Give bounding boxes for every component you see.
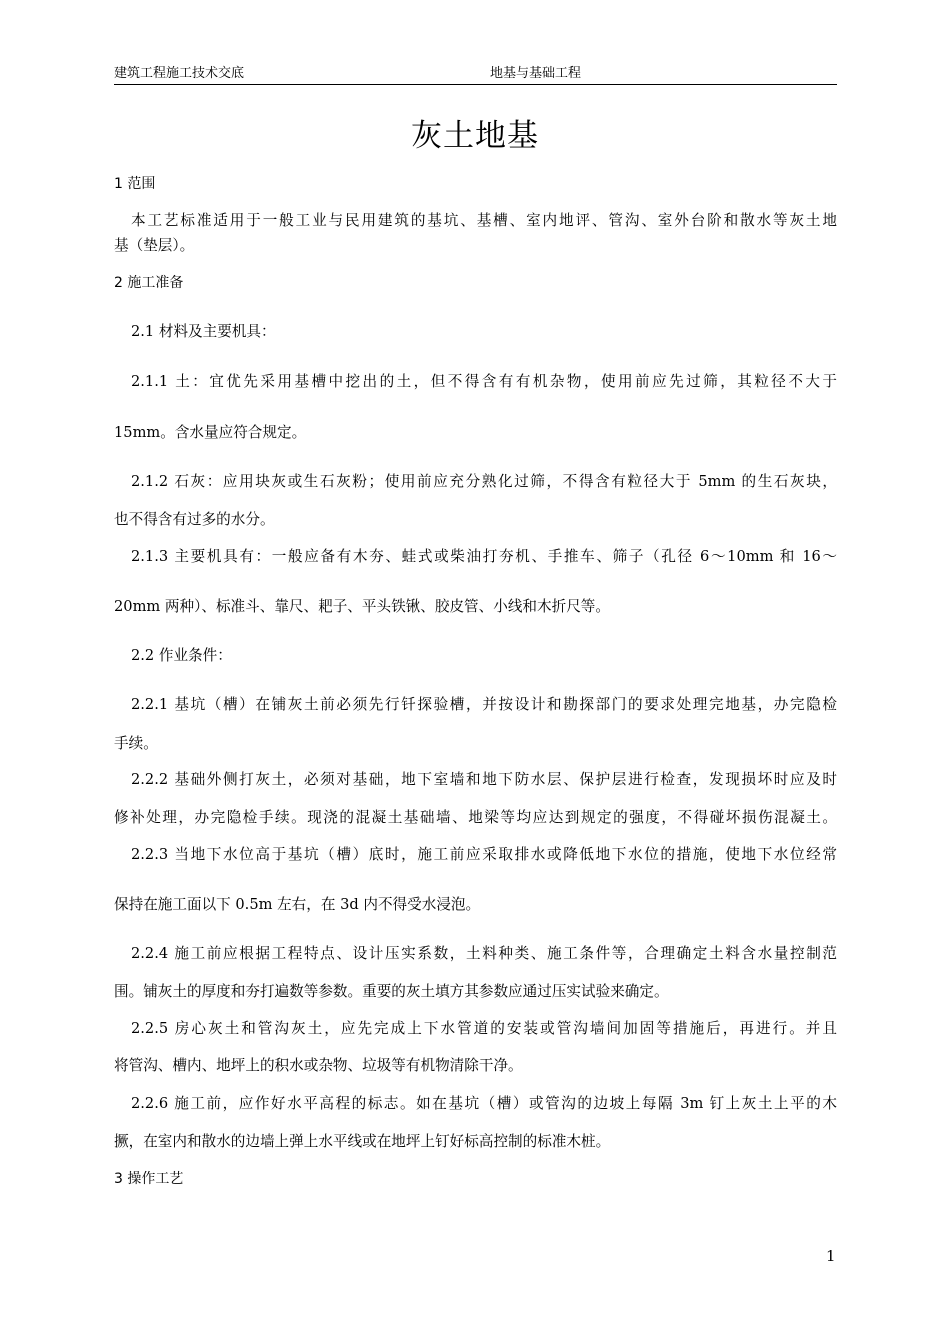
page-header <box>114 66 837 85</box>
item-2-2-3-line-2: 保持在施工面以下 0.5m 左右，在 3d 内不得受水浸泡。 <box>114 896 481 913</box>
section-1-heading: 1 范围 <box>114 176 156 192</box>
section-2-heading: 2 施工准备 <box>114 275 184 291</box>
section-2-1-heading: 2.1 材料及主要机具： <box>131 323 276 340</box>
item-2-2-1-line-1: 2.2.1 基坑（槽）在铺灰土前必须先行钎探验槽，并按设计和勘探部门的要求处理完地基，办完隐检 <box>131 696 837 713</box>
section-1-paragraph-line-2: 基（垫层）。 <box>114 237 195 254</box>
section-3-heading: 3 操作工艺 <box>114 1171 184 1187</box>
header-left-text: 建筑工程施工技术交底 <box>114 66 245 81</box>
item-2-2-4-line-2: 围。铺灰土的厚度和夯打遍数等参数。重要的灰土填方其参数应通过压实试验来确定。 <box>114 983 669 1000</box>
section-1-paragraph-line-1: 本工艺标准适用于一般工业与民用建筑的基坑、基槽、室内地评、管沟、室外台阶和散水等灰土地 <box>131 212 837 229</box>
item-2-2-5-line-2: 将管沟、槽内、地坪上的积水或杂物、垃圾等有机物清除干净。 <box>114 1057 523 1074</box>
document-title: 灰土地基 <box>411 118 539 154</box>
item-2-1-2-line-2: 也不得含有过多的水分。 <box>114 511 275 528</box>
item-2-1-1-line-2: 15mm。含水量应符合规定。 <box>114 424 307 441</box>
item-2-2-6-line-1: 2.2.6 施工前，应作好水平高程的标志。如在基坑（槽）或管沟的边坡上每隔 3m 钉上灰土上平的木 <box>131 1095 837 1112</box>
item-2-2-6-line-2: 撅，在室内和散水的边墙上弹上水平线或在地坪上钉好标高控制的标准木桩。 <box>114 1133 611 1150</box>
header-center-text: 地基与基础工程 <box>490 66 582 81</box>
item-2-2-1-line-2: 手续。 <box>114 735 158 752</box>
item-2-2-2-line-1: 2.2.2 基础外侧打灰土，必须对基础，地下室墙和地下防水层、保护层进行检查，发现损坏时应及时 <box>131 771 837 788</box>
item-2-1-3-line-2: 20mm 两种）、标准斗、靠尺、耙子、平头铁锹、胶皮管、小线和木折尺等。 <box>114 598 610 615</box>
item-2-2-2-line-2: 修补处理，办完隐检手续。现浇的混凝土基础墙、地梁等均应达到规定的强度，不得碰坏损伤混凝土。 <box>114 809 837 826</box>
item-2-2-3-line-1: 2.2.3 当地下水位高于基坑（槽）底时，施工前应采取排水或降低地下水位的措施，使地下水位经常 <box>131 846 837 863</box>
page-number: 1 <box>826 1247 836 1265</box>
item-2-1-1-line-1: 2.1.1 土：宜优先采用基槽中挖出的土，但不得含有有机杂物，使用前应先过筛，其粒径不大于 <box>131 373 837 390</box>
item-2-2-4-line-1: 2.2.4 施工前应根据工程特点、设计压实系数，土料种类、施工条件等，合理确定土料含水量控制范 <box>131 945 837 962</box>
section-2-2-heading: 2.2 作业条件： <box>131 647 232 664</box>
item-2-2-5-line-1: 2.2.5 房心灰土和管沟灰土，应先完成上下水管道的安装或管沟墙间加固等措施后，再进行。并且 <box>131 1020 837 1037</box>
item-2-1-3-line-1: 2.1.3 主要机具有：一般应备有木夯、蛙式或柴油打夯机、手推车、筛子（孔径 6～10mm 和 16～ <box>131 548 837 565</box>
item-2-1-2-line-1: 2.1.2 石灰：应用块灰或生石灰粉；使用前应充分熟化过筛，不得含有粒径大于 5mm 的生石灰块， <box>131 473 837 490</box>
